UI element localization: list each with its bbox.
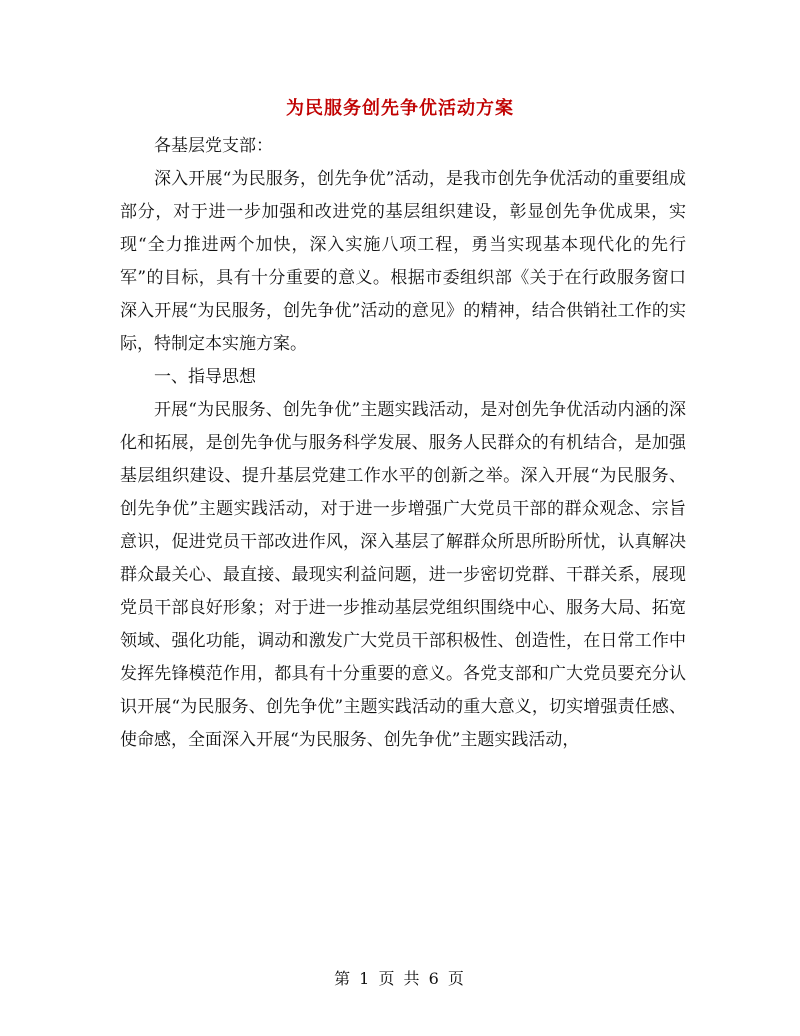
salutation: 各基层党支部：	[154, 136, 273, 156]
document-body	[120, 130, 686, 757]
document-title: 为民服务创先争优活动方案	[286, 98, 514, 119]
paragraph-intro: 深入开展“为民服务，创先争优”活动，是我市创先争优活动的重要组成部分，对于进一步加强和改进党的基层组织建设，彰显创先争优成果，实现“全力推进两个加快，深入实施八项工程，勇当实现基本现代化的先行军”的目标，具有十分重要的意义。根据市委组织部《关于在行政服务窗口深入开展“为民服务，创先争优”活动的意见》的精神，结合供销社工作的实际，特制定本实施方案。	[120, 169, 686, 354]
page-number-footer: 第 1 页 共 6 页	[334, 969, 466, 988]
section-heading-guiding-thought: 一、指导思想	[154, 367, 256, 387]
paragraph-guiding-thought: 开展“为民服务、创先争优”主题实践活动，是对创先争优活动内涵的深化和拓展，是创先争优与服务科学发展、服务人民群众的有机结合，是加强基层组织建设、提升基层党建工作水平的创新之举。深入开展“为民服务、创先争优”主题实践活动，对于进一步增强广大党员干部的群众观念、宗旨意识，促进党员干部改进作风，深入基层了解群众所思所盼所忧，认真解决群众最关心、最直接、最现实利益问题，进一步密切党群、干群关系，展现党员干部良好形象；对于进一步推动基层党组织围绕中心、服务大局、拓宽领域、强化功能，调动和激发广大党员干部积极性、创造性，在日常工作中发挥先锋模范作用，都具有十分重要的意义。各党支部和广大党员要充分认识开展“为民服务、创先争优”主题实践活动的重大意义，切实增强责任感、使命感，全面深入开展“为民服务、创先争优”主题实践活动，	[120, 400, 686, 750]
